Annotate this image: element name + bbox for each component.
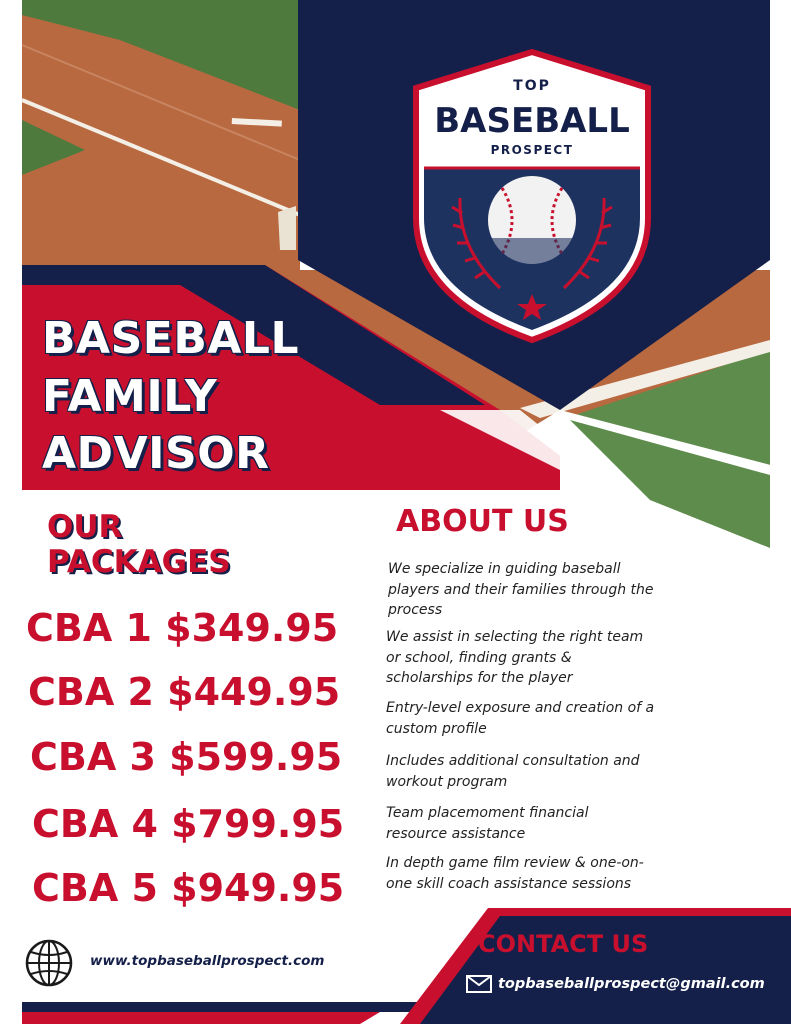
about-item-4-line-1: Includes additional consultation and [386,753,640,769]
about-item-2-line-1: We assist in selecting the right team [386,629,644,645]
about-item-1 [388,559,654,621]
about-item-5-line-2: resource assistance [386,825,526,842]
about-item-2 [386,627,643,689]
about-item-3-line-2: custom profile [386,720,487,737]
package-price-5: CBA 5 $949.95 [32,866,345,910]
top-baseball-prospect-logo [410,48,654,344]
package-price-4: CBA 4 $799.95 [32,802,345,846]
about-item-3 [386,698,654,739]
contact-us-title: CONTACT US [478,930,649,958]
about-item-1-line-2: players and their families through the [388,581,654,598]
about-item-4-line-2: workout program [386,773,508,790]
about-item-5-line-1: Team placemoment financial [386,805,589,821]
about-item-4 [386,751,640,792]
package-price-2: CBA 2 $449.95 [28,670,341,714]
envelope-icon [466,975,492,993]
packages-title-line-1: OUR [47,509,123,545]
about-item-1-line-1: We specialize in guiding baseball [388,561,621,577]
about-item-6-line-2: one skill coach assistance sessions [386,875,632,892]
packages-title-line-2: PACKAGES [47,544,231,580]
email-link[interactable]: topbaseballprospect@gmail.com [498,976,765,992]
about-item-3-line-1: Entry-level exposure and creation of a [386,700,655,716]
about-item-2-line-2: or school, finding grants & [386,649,572,666]
about-item-6-line-1: In depth game film review & one-on- [386,855,644,871]
about-item-6 [386,853,644,894]
package-price-1: CBA 1 $349.95 [26,606,339,650]
baseball-icon [488,176,576,264]
headline-line-2: FAMILY [42,371,218,422]
about-item-1-line-3: process [388,602,443,618]
package-price-3: CBA 3 $599.95 [30,735,343,779]
about-item-2-line-3: scholarships for the player [386,670,573,686]
headline-line-3: ADVISOR [42,428,270,479]
about-us-title: ABOUT US [396,504,569,539]
website-link[interactable]: www.topbaseballprospect.com [90,953,325,969]
globe-icon [24,938,74,988]
about-item-5 [386,803,588,844]
headline-line-1: BASEBALL [42,313,299,364]
badge-main-text: BASEBALL [434,101,630,141]
badge-top-text: TOP [513,78,551,94]
email-row[interactable] [466,975,765,993]
badge-sub-text: PROSPECT [490,143,574,157]
